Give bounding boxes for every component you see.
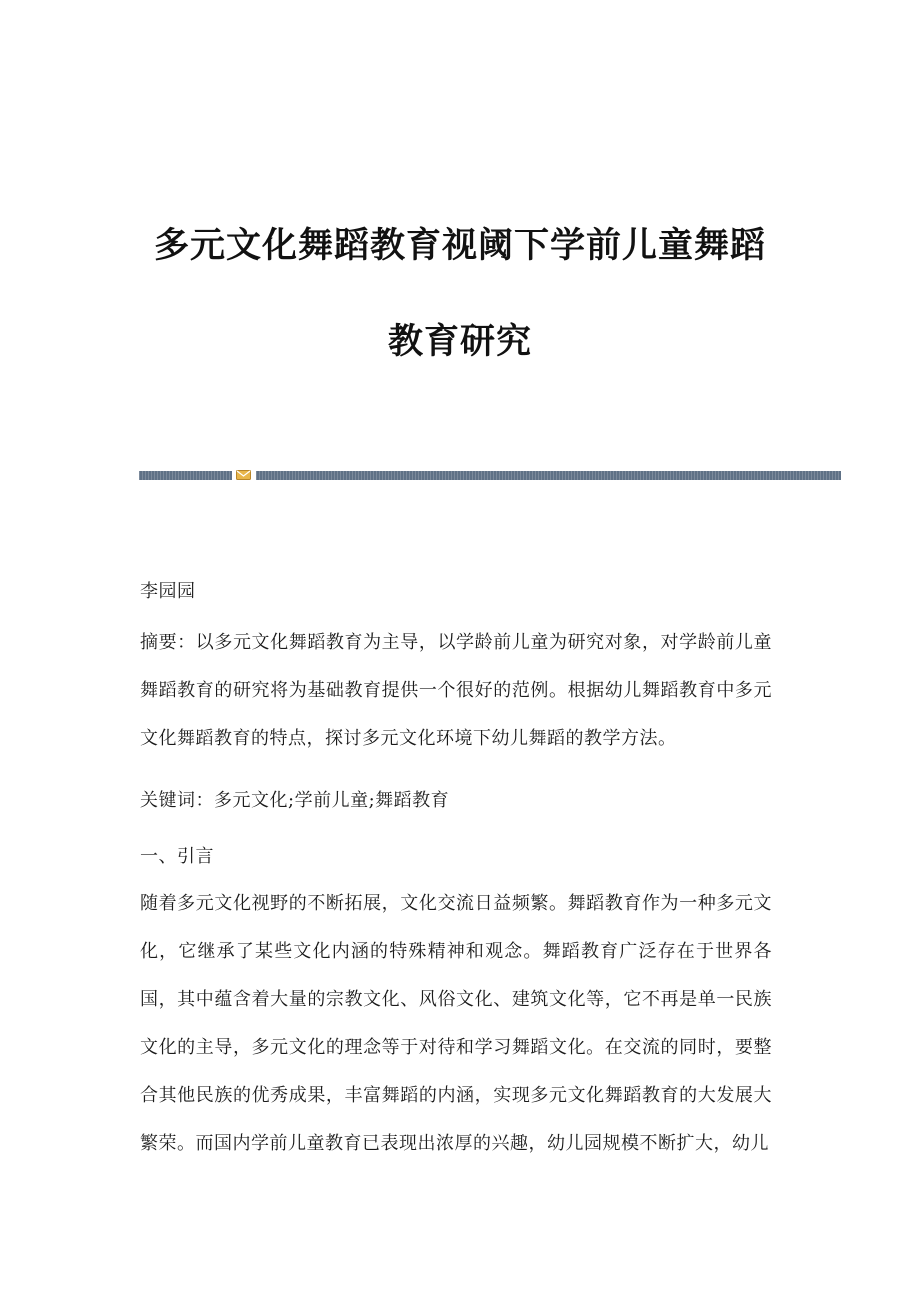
section-heading-introduction: 一、引言	[140, 846, 214, 867]
author-name: 李园园	[140, 581, 196, 602]
keywords-line: 关键词：多元文化;学前儿童;舞蹈教育	[140, 790, 450, 811]
divider-segment-left	[139, 471, 232, 480]
divider-segment-right	[256, 471, 841, 480]
abstract-paragraph: 摘要：以多元文化舞蹈教育为主导，以学龄前儿童为研究对象，对学龄前儿童舞蹈教育的研究将为基础教育提供一个很好的范例。根据幼儿舞蹈教育中多元文化舞蹈教育的特点，探讨多元文化环境下幼儿舞蹈的教学方法。	[140, 632, 772, 749]
document-title-line-2: 教育研究	[387, 322, 532, 362]
title-divider	[139, 471, 841, 480]
introduction-paragraph: 随着多元文化视野的不断拓展，文化交流日益频繁。舞蹈教育作为一种多元文化，它继承了某些文化内涵的特殊精神和观念。舞蹈教育广泛存在于世界各国，其中蕴含着大量的宗教文化、风俗文化、建筑文化等，它不再是单一民族文化的主导，多元文化的理念等于对待和学习舞蹈文化。在交流的同时，要整合其他民族的优秀成果，丰富舞蹈的内涵，实现多元文化舞蹈教育的大发展大繁荣。而国内学前儿童教育已表现出浓厚的兴趣，幼儿园规模不断扩大，幼儿	[140, 893, 772, 1154]
document-title-line-1: 多元文化舞蹈教育视阈下学前儿童舞蹈	[153, 226, 766, 266]
envelope-icon	[236, 469, 251, 481]
